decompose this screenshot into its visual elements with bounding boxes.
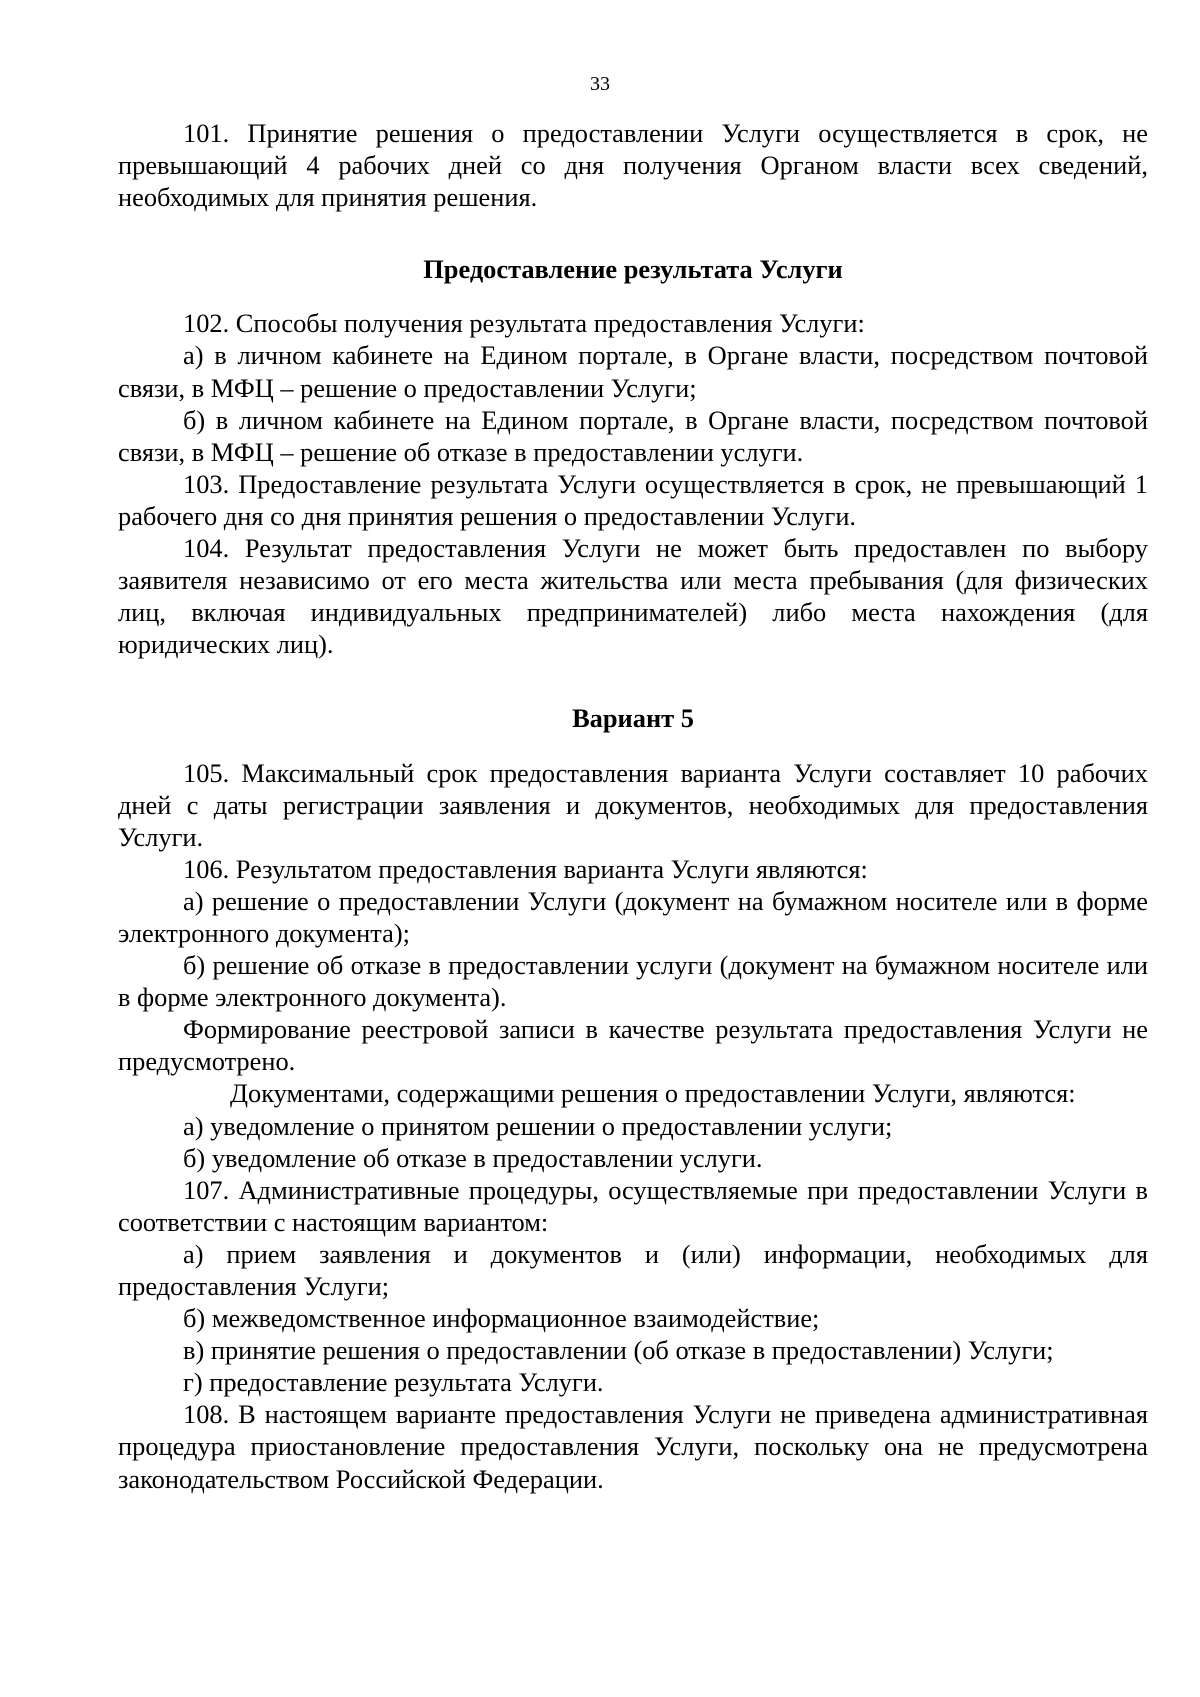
paragraph-106-documents-a: а) уведомление о принятом решении о предоставлении услуги; bbox=[183, 1110, 893, 1141]
paragraph-107-b: б) межведомственное информационное взаимодействие; bbox=[183, 1303, 820, 1334]
section-heading-result: Предоставление результата Услуги bbox=[423, 254, 843, 285]
page-number: 33 bbox=[590, 73, 610, 95]
section-heading-variant-5: Вариант 5 bbox=[572, 703, 694, 734]
paragraph-104: 104. Результат предоставления Услуги не может быть предоставлен по выбору заявителя независимо от его места жительства или места пребывания (для физических лиц, включая индивидуальных предпринимателей) либо места нахождения (для юридических лиц). bbox=[118, 533, 1148, 660]
paragraph-102-b: б) в личном кабинете на Едином портале, в Органе власти, посредством почтовой связи, в МФЦ – решение об отказе в предоставлении услуги. bbox=[118, 404, 1148, 467]
paragraph-106-documents-b: б) уведомление об отказе в предоставлении услуги. bbox=[183, 1142, 763, 1173]
paragraph-107-v: в) принятие решения о предоставлении (об отказе в предоставлении) Услуги; bbox=[183, 1335, 1054, 1366]
paragraph-106-registry: Формирование реестровой записи в качестве результата предоставления Услуги не предусмотрено. bbox=[118, 1014, 1148, 1077]
paragraph-107: 107. Административные процедуры, осуществляемые при предоставлении Услуги в соответствии с настоящим вариантом: bbox=[118, 1174, 1148, 1237]
paragraph-108: 108. В настоящем варианте предоставления Услуги не приведена административная процедура приостановление предоставления Услуги, поскольку она не предусмотрена законодательством Российской Федерации. bbox=[118, 1399, 1148, 1494]
paragraph-101: 101. Принятие решения о предоставлении Услуги осуществляется в срок, не превышающий 4 рабочих дней со дня получения Органом власти всех сведений, необходимых для принятия решения. bbox=[118, 118, 1148, 213]
paragraph-106-documents: Документами, содержащими решения о предоставлении Услуги, являются: bbox=[230, 1078, 1076, 1109]
paragraph-102-a: а) в личном кабинете на Едином портале, в Органе власти, посредством почтовой связи, в МФЦ – решение о предоставлении Услуги; bbox=[118, 340, 1148, 403]
paragraph-106: 106. Результатом предоставления варианта Услуги являются: bbox=[183, 853, 868, 884]
paragraph-107-g: г) предоставление результата Услуги. bbox=[183, 1367, 604, 1398]
paragraph-103: 103. Предоставление результата Услуги осуществляется в срок, не превышающий 1 рабочего дня со дня принятия решения о предоставлении Услуги. bbox=[118, 468, 1148, 531]
paragraph-102: 102. Способы получения результата предоставления Услуги: bbox=[183, 308, 865, 339]
document-body bbox=[118, 117, 1148, 1495]
paragraph-107-a: а) прием заявления и документов и (или) информации, необходимых для предоставления Услуги; bbox=[118, 1238, 1148, 1301]
paragraph-105: 105. Максимальный срок предоставления варианта Услуги составляет 10 рабочих дней с даты регистрации заявления и документов, необходимых для предоставления Услуги. bbox=[118, 757, 1148, 852]
paragraph-106-b: б) решение об отказе в предоставлении услуги (документ на бумажном носителе или в форме электронного документа). bbox=[118, 950, 1148, 1013]
paragraph-106-a: а) решение о предоставлении Услуги (документ на бумажном носителе или в форме электронного документа); bbox=[118, 885, 1148, 948]
